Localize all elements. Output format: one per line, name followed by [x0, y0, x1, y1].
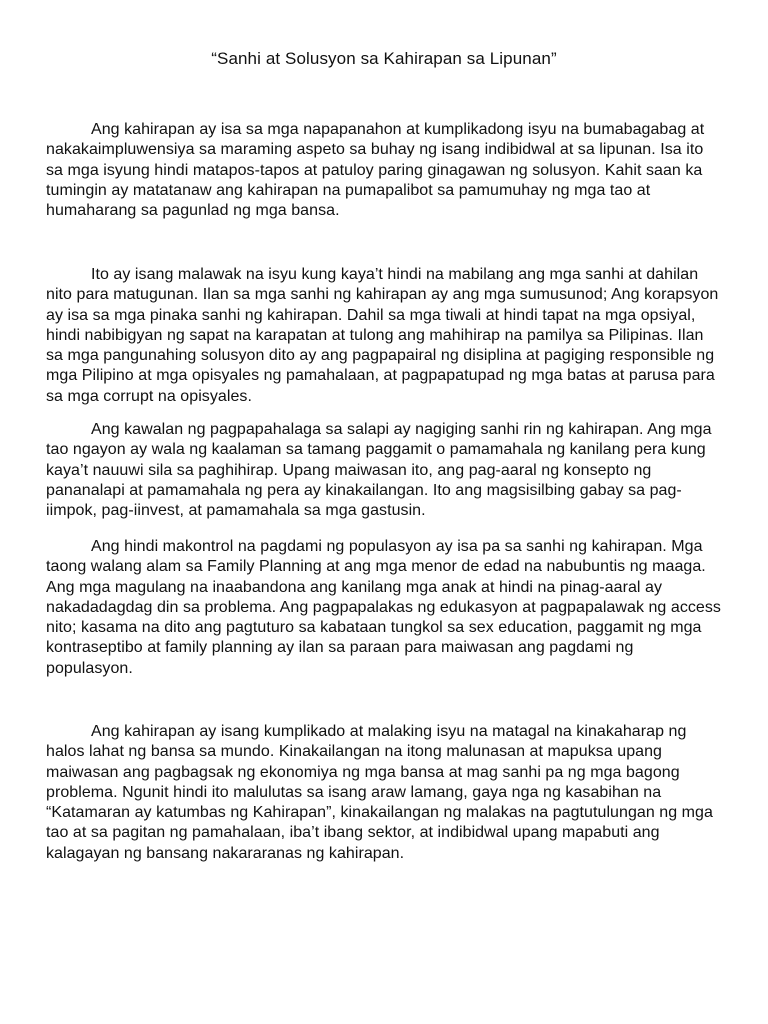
paragraph-conclusion: Ang kahirapan ay isang kumplikado at malaking isyu na matagal na kinakaharap ng halos lahat ng bansa sa mundo. Kinakailangan na itong malunasan at mapuksa upang maiwasan ang pagbagsak ng ekonomiya ng mga bansa at mag sanhi pa ng mga bagong problema. Ngunit hindi ito malulutas sa isang araw lamang, gaya nga ng kasabihan na “Katamaran ay katumbas ng Kahirapan”, kinakailangan ng malakas na pagtutulungan ng mga tao at sa pagitan ng pamahalaan, iba’t ibang sektor, at indibidwal upang mapabuti ang kalagayan ng bansang nakararanas ng kahirapan.	[46, 723, 713, 862]
paragraph-money-management: Ang kawalan ng pagpapahalaga sa salapi ay nagiging sanhi rin ng kahirapan. Ang mga tao ngayon ay wala ng kaalaman sa tamang paggamit o pamamahala ng kanilang pera kung kaya’t nauuwi sila sa paghihirap. Upang maiwasan ito, ang pag-aaral ng konsepto ng pananalapi at pamamahala ng pera ay kinakailangan. Ito ang magsisilbing gabay sa pag-iimpok, pag-iinvest, at pamamahala sa mga gastusin.	[46, 421, 712, 520]
paragraph-corruption: Ito ay isang malawak na isyu kung kaya’t hindi na mabilang ang mga sanhi at dahilan nito para matugunan. Ilan sa mga sanhi ng kahirapan ay ang mga sumusunod; Ang korapsyon ay isa sa mga pinaka sanhi ng kahirapan. Dahil sa mga tiwali at hindi tapat na mga opsiyal, hindi nabibigyan ng sapat na karapatan at tulong ang mahihirap na pamilya sa Pilipinas. Ilan sa mga pangunahing solusyon dito ay ang pagpapairal ng disiplina at pagiging responsible ng mga Pilipino at mga opisyales ng pamahalaan, at pagpapatupad ng mga batas at parusa para sa mga corrupt na opisyales.	[46, 266, 719, 405]
document-title: “Sanhi at Solusyon sa Kahirapan sa Lipunan”	[211, 49, 557, 68]
paragraph-population: Ang hindi makontrol na pagdami ng populasyon ay isa pa sa sanhi ng kahirapan. Mga taong walang alam sa Family Planning at ang mga menor de edad na nabubuntis ng maaga. Ang mga magulang na inaabandona ang kanilang mga anak at hindi na pinag-aaral ay nakadadagdag din sa problema. Ang pagpapalakas ng edukasyon at pagpapalawak ng access nito; kasama na dito ang pagtuturo sa kabataan tungkol sa sex education, paggamit ng mga kontraseptibo at family planning ay ilan sa paraan para maiwasan ang pagdami ng populasyon.	[46, 538, 721, 677]
paragraph-intro: Ang kahirapan ay isa sa mga napapanahon at kumplikadong isyu na bumabagabag at nakakaimpluwensiya sa maraming aspeto sa buhay ng isang indibidwal at sa lipunan. Isa ito sa mga isyung hindi matapos-tapos at patuloy paring ginagawan ng solusyon. Kahit saan ka tumingin ay matatanaw ang kahirapan na pumapalibot sa pamumuhay ng mga tao at humaharang sa pagunlad ng mga bansa.	[46, 121, 705, 220]
